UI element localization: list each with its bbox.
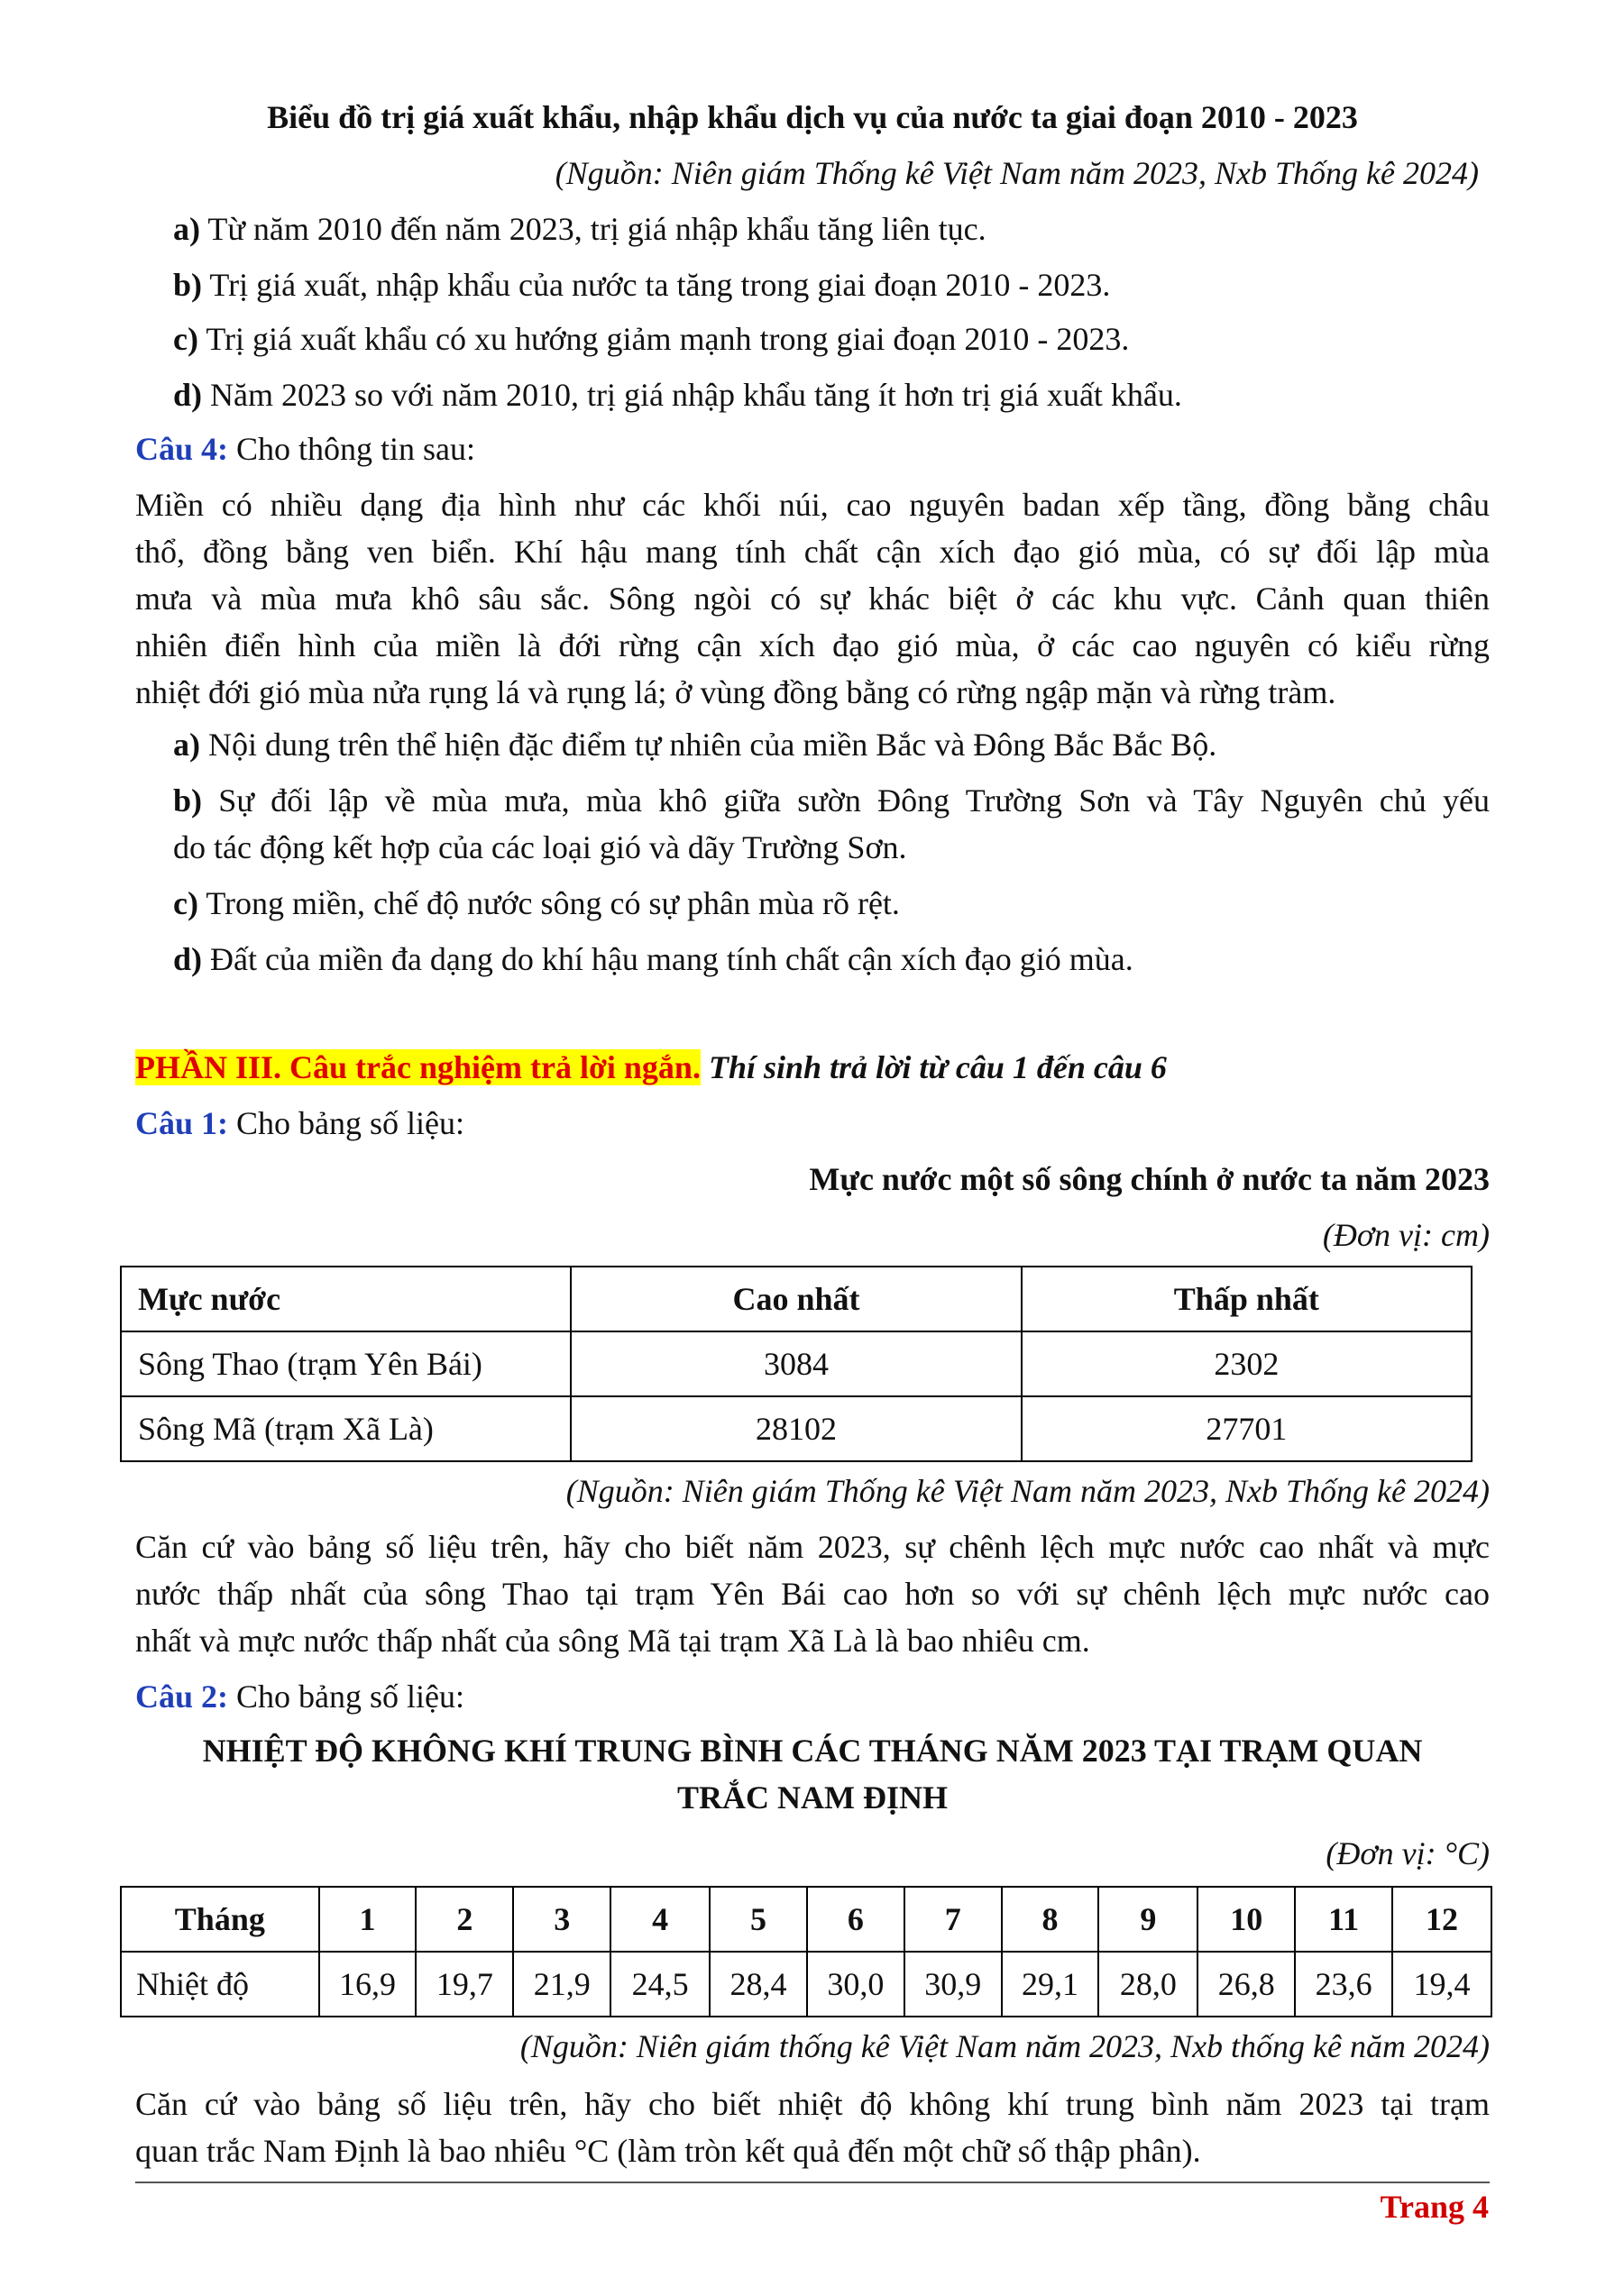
p3q1-label: Câu 1:	[135, 1105, 229, 1141]
chart-title: Biểu đồ trị giá xuất khẩu, nhập khẩu dịch vụ của nước ta giai đoạn 2010 - 2023	[267, 99, 1358, 135]
q3-option-a: a) Từ năm 2010 đến năm 2023, trị giá nhập khẩu tăng liên tục.	[173, 211, 986, 247]
table-header-cell: Mực nước	[121, 1267, 571, 1331]
p3q1-source: (Nguồn: Niên giám Thống kê Việt Nam năm 2023, Nxb Thống kê 2024)	[565, 1473, 1490, 1509]
temp-cell: 21,9	[513, 1952, 610, 2017]
table-cell: 28102	[571, 1396, 1021, 1461]
table-header-row	[121, 1267, 1472, 1331]
footer-divider	[135, 2182, 1490, 2183]
table-header-cell: Thấp nhất	[1022, 1267, 1472, 1331]
month-cell: 4	[610, 1887, 710, 1952]
part3-title: PHẦN III. Câu trắc nghiệm trả lời ngắn.	[135, 1049, 701, 1085]
p3q2-question: Căn cứ vào bảng số liệu trên, hãy cho biết nhiệt độ không khí trung bình năm 2023 tại trạm quan trắc Nam Định là bao nhiêu °C (làm tròn kết quả đến một chữ số thập phân).	[135, 2086, 1490, 2169]
table-cell: 2302	[1022, 1331, 1472, 1396]
table-row	[121, 1331, 1472, 1396]
q4-option-b: b) Sự đối lập về mùa mưa, mùa khô giữa sườn Đông Trường Sơn và Tây Nguyên chủ yếu do tác động kết hợp của các loại gió và dãy Trường Sơn.	[173, 782, 1490, 865]
p3q1-unit: (Đơn vị: cm)	[1322, 1217, 1490, 1253]
q4-passage-line: mưa và mùa mưa khô sâu sắc. Sông ngòi có sự khác biệt ở các khu vực. Cảnh quan thiên	[135, 581, 1490, 617]
temp-cell: 30,0	[807, 1952, 904, 2017]
temp-cell: 23,6	[1295, 1952, 1392, 2017]
month-cell: 7	[904, 1887, 1002, 1952]
table-row	[121, 1396, 1472, 1461]
table-cell: Nhiệt độ	[121, 1952, 319, 2017]
temp-cell: 19,7	[416, 1952, 513, 2017]
p3q2-table-title: NHIỆT ĐỘ KHÔNG KHÍ TRUNG BÌNH CÁC THÁNG NĂM 2023 TẠI TRẠM QUAN TRẮC NAM ĐỊNH	[202, 1733, 1423, 1816]
table-cell: 27701	[1022, 1396, 1472, 1461]
q4-passage-line: nhiên điển hình của miền là đới rừng cận xích đạo gió mùa, ở các cao nguyên có kiểu rừng	[135, 627, 1490, 663]
p3q1-question: Căn cứ vào bảng số liệu trên, hãy cho biết năm 2023, sự chênh lệch mực nước cao nhất và mực nước thấp nhất của sông Thao tại trạm Yên Bái cao hơn so với sự chênh lệch mực nước cao nhất và mực nước thấp nhất của sông Mã tại trạm Xã Là là bao nhiêu cm.	[135, 1529, 1490, 1659]
q4-label: Câu 4:	[135, 431, 229, 467]
temp-cell: 26,8	[1197, 1952, 1295, 2017]
part3-heading	[135, 1044, 1167, 1091]
p3q2-source: (Nguồn: Niên giám thống kê Việt Nam năm 2023, Nxb thống kê năm 2024)	[519, 2028, 1490, 2064]
month-cell: 2	[416, 1887, 513, 1952]
month-cell: 5	[710, 1887, 807, 1952]
p3q2-label: Câu 2:	[135, 1679, 229, 1715]
q4-option-a: a) Nội dung trên thể hiện đặc điểm tự nhiên của miền Bắc và Đông Bắc Bắc Bộ.	[173, 727, 1217, 763]
table-header-cell: Cao nhất	[571, 1267, 1021, 1331]
month-cell: 11	[1295, 1887, 1392, 1952]
q3-option-b: b) Trị giá xuất, nhập khẩu của nước ta tăng trong giai đoạn 2010 - 2023.	[173, 267, 1111, 303]
part3-instruction: Thí sinh trả lời từ câu 1 đến câu 6	[700, 1049, 1167, 1085]
p3q1-heading: Câu 1: Cho bảng số liệu:	[135, 1105, 464, 1141]
q4-option-d: d) Đất của miền đa dạng do khí hậu mang tính chất cận xích đạo gió mùa.	[173, 941, 1133, 977]
table-cell: Sông Mã (trạm Xã Là)	[121, 1396, 571, 1461]
q4-heading: Câu 4: Cho thông tin sau:	[135, 431, 476, 467]
month-cell: 10	[1197, 1887, 1295, 1952]
month-cell: 9	[1098, 1887, 1197, 1952]
month-cell: 1	[319, 1887, 417, 1952]
table-header-cell: Tháng	[121, 1887, 319, 1952]
month-cell: 3	[513, 1887, 610, 1952]
temp-cell: 29,1	[1002, 1952, 1099, 2017]
month-cell: 8	[1002, 1887, 1099, 1952]
p3q2-heading: Câu 2: Cho bảng số liệu:	[135, 1679, 464, 1715]
q4-passage-line: nhiệt đới gió mùa nửa rụng lá và rụng lá; ở vùng đồng bằng có rừng ngập mặn và rừng tràm.	[135, 674, 1336, 710]
chart-source: (Nguồn: Niên giám Thống kê Việt Nam năm 2023, Nxb Thống kê 2024)	[555, 155, 1479, 191]
month-cell: 6	[807, 1887, 904, 1952]
table-cell: Sông Thao (trạm Yên Bái)	[121, 1331, 571, 1396]
q3-option-d: d) Năm 2023 so với năm 2010, trị giá nhập khẩu tăng ít hơn trị giá xuất khẩu.	[173, 377, 1182, 413]
month-cell: 12	[1392, 1887, 1491, 1952]
q4-passage-line: Miền có nhiều dạng địa hình như các khối núi, cao nguyên badan xếp tầng, đồng bằng châu	[135, 487, 1490, 523]
temp-cell: 28,4	[710, 1952, 807, 2017]
temp-cell: 30,9	[904, 1952, 1002, 2017]
q4-option-c: c) Trong miền, chế độ nước sông có sự phân mùa rõ rệt.	[173, 885, 900, 921]
table-row	[121, 1952, 1491, 2017]
q4-passage	[135, 481, 1490, 716]
temp-cell: 16,9	[319, 1952, 417, 2017]
p3q1-table-title: Mực nước một số sông chính ở nước ta năm 2023	[809, 1161, 1490, 1197]
page-number: Trang 4	[1380, 2189, 1489, 2225]
table-header-row	[121, 1887, 1491, 1952]
table-cell: 3084	[571, 1331, 1021, 1396]
temp-cell: 28,0	[1098, 1952, 1197, 2017]
temp-cell: 19,4	[1392, 1952, 1491, 2017]
q3-option-c: c) Trị giá xuất khẩu có xu hướng giảm mạnh trong giai đoạn 2010 - 2023.	[173, 321, 1130, 357]
temp-cell: 24,5	[610, 1952, 710, 2017]
water-level-table	[120, 1266, 1473, 1462]
q4-passage-line: thổ, đồng bằng ven biển. Khí hậu mang tính chất cận xích đạo gió mùa, có sự đối lập mùa	[135, 534, 1490, 570]
temperature-table	[120, 1886, 1492, 2017]
p3q2-unit: (Đơn vị: °C)	[1326, 1835, 1490, 1871]
